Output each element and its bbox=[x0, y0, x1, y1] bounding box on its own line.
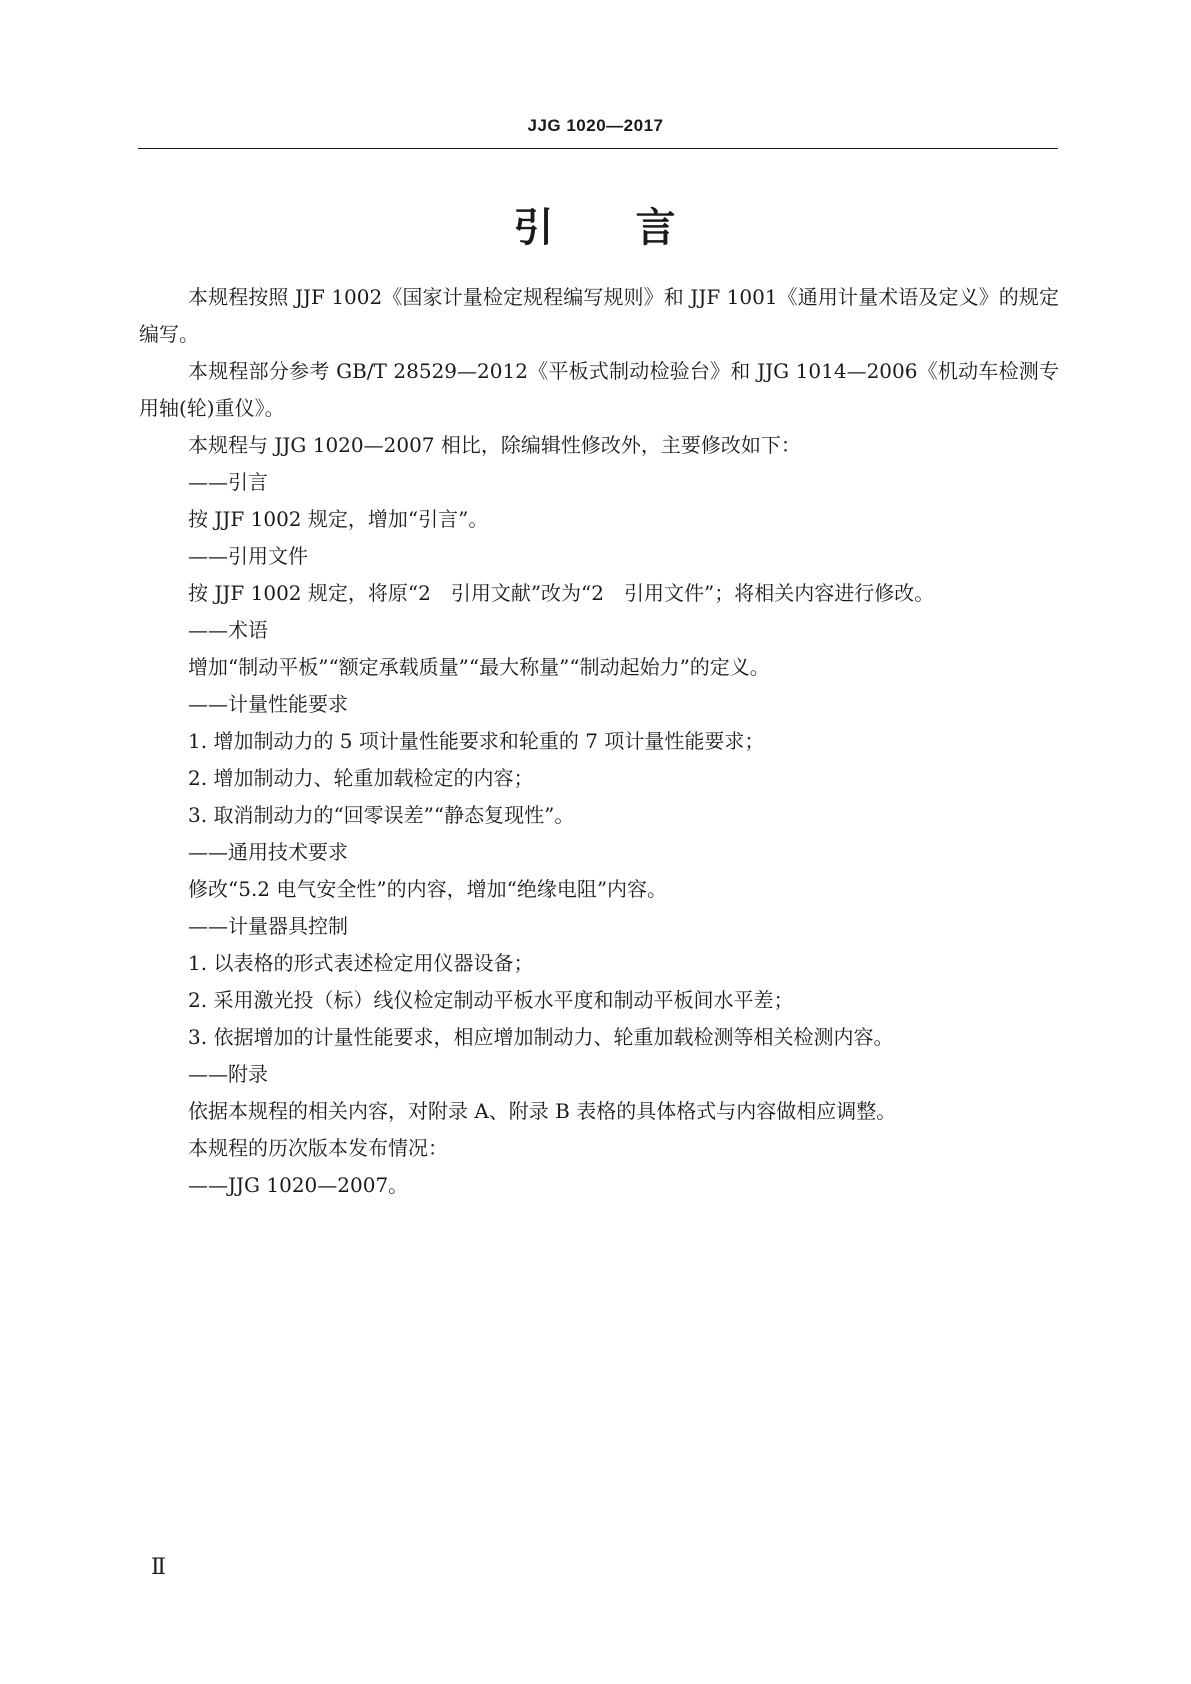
document-body bbox=[139, 279, 1059, 1204]
paragraph: 增加“制动平板”“额定承载质量”“最大称量”“制动起始力”的定义。 bbox=[188, 655, 770, 679]
page-title-char-1: 引 bbox=[513, 205, 556, 251]
list-item: ——JJG 1020—2007。 bbox=[188, 1173, 409, 1197]
paragraph: 本规程与 JJG 1020—2007 相比，除编辑性修改外，主要修改如下： bbox=[188, 433, 801, 457]
paragraph: 依据本规程的相关内容，对附录 A、附录 B 表格的具体格式与内容做相应调整。 bbox=[188, 1099, 897, 1123]
page-title bbox=[0, 196, 1191, 253]
page-title-char-2: 言 bbox=[635, 205, 678, 251]
section-heading: ——计量器具控制 bbox=[188, 914, 348, 938]
paragraph: 按 JJF 1002 规定，将原“2 引用文献”改为“2 引用文件”；将相关内容进行修改。 bbox=[188, 581, 935, 605]
section-heading: ——通用技术要求 bbox=[188, 840, 348, 864]
section-heading: ——附录 bbox=[188, 1062, 268, 1086]
section-heading: ——计量性能要求 bbox=[188, 692, 348, 716]
section-heading: ——术语 bbox=[188, 618, 268, 642]
page-number: Ⅱ bbox=[151, 1555, 165, 1580]
list-item: 3. 依据增加的计量性能要求，相应增加制动力、轮重加载检测等相关检测内容。 bbox=[188, 1025, 894, 1049]
section-heading: ——引言 bbox=[188, 470, 268, 494]
paragraph: 本规程的历次版本发布情况： bbox=[188, 1136, 448, 1160]
list-item: 1. 以表格的形式表述检定用仪器设备； bbox=[188, 951, 534, 975]
list-item: 2. 采用激光投（标）线仪检定制动平板水平度和制动平板间水平差； bbox=[188, 988, 794, 1012]
standard-code-header: JJG 1020—2017 bbox=[527, 116, 664, 135]
list-item: 3. 取消制动力的“回零误差”“静态复现性”。 bbox=[188, 803, 575, 827]
header-divider bbox=[138, 148, 1058, 149]
paragraph: 按 JJF 1002 规定，增加“引言”。 bbox=[188, 507, 489, 531]
paragraph: 本规程按照 JJF 1002《国家计量检定规程编写规则》和 JJF 1001《通用计量术语及定义》的规定编写。 bbox=[139, 285, 1059, 346]
list-item: 1. 增加制动力的 5 项计量性能要求和轮重的 7 项计量性能要求； bbox=[188, 729, 765, 753]
section-heading: ——引用文件 bbox=[188, 544, 308, 568]
paragraph: 本规程部分参考 GB/T 28529—2012《平板式制动检验台》和 JJG 1014—2006《机动车检测专用轴(轮)重仪》。 bbox=[139, 359, 1059, 420]
list-item: 2. 增加制动力、轮重加载检定的内容； bbox=[188, 766, 534, 790]
paragraph: 修改“5.2 电气安全性”的内容，增加“绝缘电阻”内容。 bbox=[188, 877, 668, 901]
